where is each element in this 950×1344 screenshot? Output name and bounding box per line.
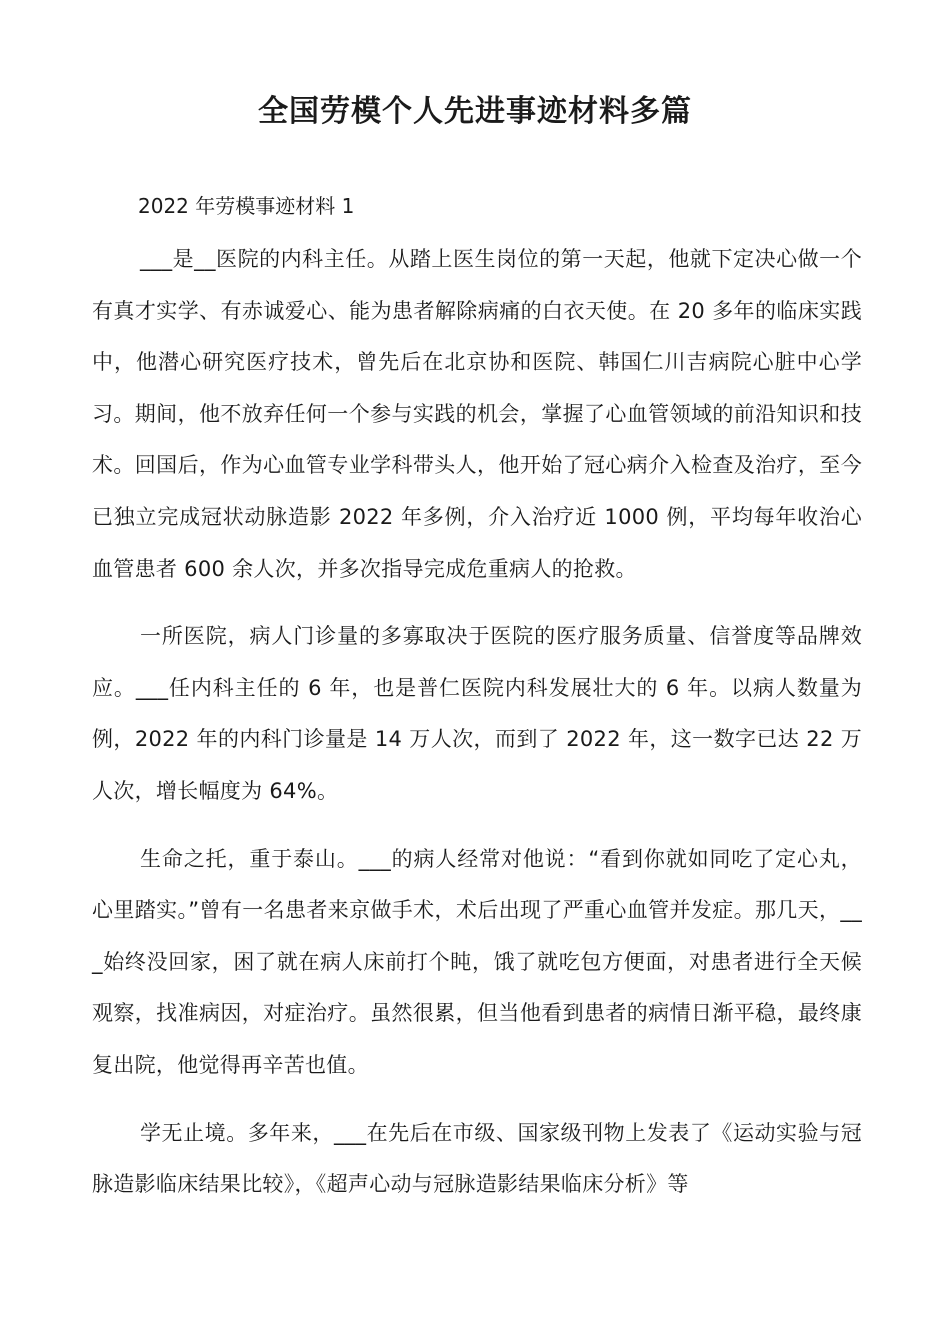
paragraph-1: ___是__医院的内科主任。从踏上医生岗位的第一天起，他就下定决心做一个有真才实学、有赤诚爱心、能为患者解除病痛的白衣天使。在 20 多年的临床实践中，他潜心研究医疗技术，曾先后在北京协和医院、韩国仁川吉病院心脏中心学习。期间，他不放弃任何一个参与实践的机会，掌握了心血管领域的前沿知识和技术。回国后，作为心血管专业学科带头人，他开始了冠心病介入检查及治疗，至今已独立完成冠状动脉造影 2022 年多例，介入治疗近 1000 例，平均每年收治心血管患者 600 余人次，并多次指导完成危重病人的抢救。	[92, 247, 862, 581]
paragraph-4: 学无止境。多年来，___在先后在市级、国家级刊物上发表了《运动实验与冠脉造影临床结果比较》，《超声心动与冠脉造影结果临床分析》等	[92, 1120, 862, 1197]
document-title: 全国劳模个人先进事迹材料多篇	[258, 94, 692, 129]
section-heading: 2022 年劳模事迹材料 1	[138, 194, 355, 218]
paragraph-2: 一所医院，病人门诊量的多寡取决于医院的医疗服务质量、信誉度等品牌效应。___任内科主任的 6 年，也是普仁医院内科发展壮大的 6 年。以病人数量为例，2022 年的内科门诊量是 14 万人次，而到了 2022 年，这一数字已达 22 万人次，增长幅度为 64%。	[92, 624, 862, 803]
document-body	[92, 188, 862, 1211]
paragraph-3: 生命之托，重于泰山。___的病人经常对他说：“看到你就如同吃了定心丸，心里踏实。”曾有一名患者来京做手术，术后出现了严重心血管并发症。那几天，___始终没回家，困了就在病人床前打个盹，饿了就吃包方便面，对患者进行全天候观察，找准病因，对症治疗。虽然很累，但当他看到患者的病情日渐平稳，最终康复出院，他觉得再辛苦也值。	[92, 846, 862, 1077]
